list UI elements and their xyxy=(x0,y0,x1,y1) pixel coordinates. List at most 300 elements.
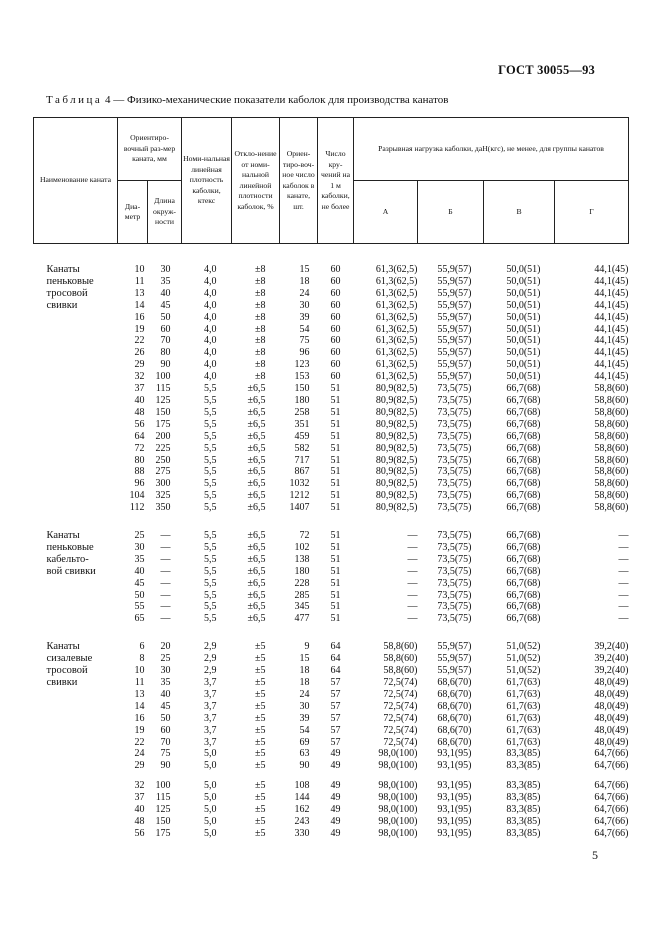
cell-twists: 49 xyxy=(330,804,341,816)
group-spacer xyxy=(34,514,629,530)
cell-length: 150 xyxy=(155,815,171,827)
cell-load-v: 66,7(68) xyxy=(506,553,541,565)
cell-approx-count: 180 xyxy=(294,565,310,577)
cell-load-b: 93,1(95) xyxy=(437,748,472,760)
cell-load-b: 55,9(57) xyxy=(437,665,472,677)
cell-load-a: 72,5(74) xyxy=(383,712,418,724)
cell-load-b: 73,5(75) xyxy=(437,383,472,395)
cell-diameter: 80 xyxy=(134,454,145,466)
cell-load-v: 66,7(68) xyxy=(506,418,541,430)
cell-load-b: 55,9(57) xyxy=(437,371,472,383)
cell-approx-count: 30 xyxy=(299,299,310,311)
cell-twists: 51 xyxy=(330,490,341,502)
cell-deviation: ±5 xyxy=(255,827,266,839)
cell-load-v: 50,0(51) xyxy=(506,287,541,299)
col-header-group-g: Г xyxy=(555,181,629,244)
cell-diameter: 37 xyxy=(134,792,145,804)
cell-diameter: 24 xyxy=(134,748,145,760)
cell-length: 175 xyxy=(155,827,171,839)
cell-load-g: 64,7(66) xyxy=(594,804,629,816)
cell-load-g: 58,8(60) xyxy=(594,490,629,502)
cell-length: — xyxy=(160,613,171,625)
group-name-line: пеньковые xyxy=(46,275,94,287)
cell-load-b: 93,1(95) xyxy=(437,780,472,792)
cell-load-g: — xyxy=(618,577,629,589)
cell-deviation: ±6,5 xyxy=(247,589,266,601)
cell-load-b: 55,9(57) xyxy=(437,359,472,371)
cell-load-b: 73,5(75) xyxy=(437,394,472,406)
cell-approx-count: 138 xyxy=(294,553,310,565)
cell-approx-count: 18 xyxy=(299,275,310,287)
cell-load-b: 73,5(75) xyxy=(437,589,472,601)
group-name-line: сизалевые xyxy=(46,653,93,665)
table-row xyxy=(34,431,629,443)
cell-linear-density: 4,0 xyxy=(204,275,217,287)
cell-linear-density: 5,5 xyxy=(204,613,217,625)
cell-linear-density: 4,0 xyxy=(204,299,217,311)
cell-approx-count: 15 xyxy=(299,264,310,275)
cell-diameter: 6 xyxy=(139,641,145,653)
cell-load-v: 66,7(68) xyxy=(506,406,541,418)
cell-length: 225 xyxy=(155,442,171,454)
cell-load-a: 80,9(82,5) xyxy=(375,418,418,430)
cell-deviation: ±6,5 xyxy=(247,418,266,430)
cell-load-b: 73,5(75) xyxy=(437,454,472,466)
cell-load-v: 83,3(85) xyxy=(506,748,541,760)
cell-twists: 60 xyxy=(330,371,341,383)
col-header-size: Ориентиро-вочный раз-мер каната, мм xyxy=(118,118,182,181)
group-name-line: Канаты xyxy=(46,530,80,542)
cell-load-b: 55,9(57) xyxy=(437,323,472,335)
cell-deviation: ±6,5 xyxy=(247,394,266,406)
cell-linear-density: 4,0 xyxy=(204,347,217,359)
cell-approx-count: 96 xyxy=(299,347,310,359)
cell-load-g: 44,1(45) xyxy=(594,371,629,383)
group-name-empty xyxy=(34,359,118,371)
cell-load-g: 48,0(49) xyxy=(594,688,629,700)
cell-linear-density: 4,0 xyxy=(204,359,217,371)
table-row xyxy=(34,466,629,478)
table-row xyxy=(34,324,629,336)
cell-deviation: ±8 xyxy=(255,371,266,383)
group-name-line: вой свивки xyxy=(46,565,96,577)
cell-length: 30 xyxy=(160,665,171,677)
cell-length: 250 xyxy=(155,454,171,466)
cell-diameter: 29 xyxy=(134,760,145,772)
cell-load-g: 48,0(49) xyxy=(594,724,629,736)
cell-load-a: — xyxy=(407,553,418,565)
col-header-group-a: А xyxy=(354,181,418,244)
cell-deviation: ±8 xyxy=(255,335,266,347)
cell-load-v: 61,7(63) xyxy=(506,736,541,748)
group-name-empty xyxy=(34,737,118,749)
cell-approx-count: 15 xyxy=(299,653,310,665)
cell-diameter: 45 xyxy=(134,577,145,589)
cell-deviation: ±5 xyxy=(255,641,266,653)
cell-linear-density: 5,5 xyxy=(204,406,217,418)
cell-twists: 64 xyxy=(330,665,341,677)
cell-twists: 60 xyxy=(330,264,341,275)
cell-load-v: 66,7(68) xyxy=(506,565,541,577)
cell-linear-density: 5,5 xyxy=(204,565,217,577)
cell-deviation: ±6,5 xyxy=(247,406,266,418)
cell-linear-density: 5,5 xyxy=(204,418,217,430)
cell-diameter: 19 xyxy=(134,724,145,736)
cell-twists: 51 xyxy=(330,577,341,589)
cell-load-v: 83,3(85) xyxy=(506,827,541,839)
cell-load-v: 61,7(63) xyxy=(506,677,541,688)
cell-load-g: 44,1(45) xyxy=(594,264,629,275)
cell-diameter: 56 xyxy=(134,418,145,430)
cell-linear-density: 3,7 xyxy=(204,700,217,712)
cell-length: 50 xyxy=(160,311,171,323)
cell-linear-density: 2,9 xyxy=(204,653,217,665)
cell-diameter: 29 xyxy=(134,359,145,371)
cell-load-b: 68,6(70) xyxy=(437,688,472,700)
cell-load-a: 58,8(60) xyxy=(383,653,418,665)
table-row xyxy=(34,395,629,407)
cell-load-v: 66,7(68) xyxy=(506,502,541,514)
cell-diameter: 64 xyxy=(134,430,145,442)
cell-twists: 51 xyxy=(330,478,341,490)
cell-load-g: 48,0(49) xyxy=(594,700,629,712)
cell-diameter: 48 xyxy=(134,815,145,827)
cell-load-b: 68,6(70) xyxy=(437,700,472,712)
cell-approx-count: 75 xyxy=(299,335,310,347)
group-name-empty xyxy=(34,431,118,443)
group-name-line: свивки xyxy=(46,299,78,311)
group-name xyxy=(34,641,118,689)
cell-load-a: 80,9(82,5) xyxy=(375,442,418,454)
cell-linear-density: 5,5 xyxy=(204,490,217,502)
cell-load-g: — xyxy=(618,601,629,613)
cell-load-a: 80,9(82,5) xyxy=(375,490,418,502)
group-name-empty xyxy=(34,701,118,713)
cell-load-b: 68,6(70) xyxy=(437,724,472,736)
cell-linear-density: 4,0 xyxy=(204,287,217,299)
cell-load-v: 66,7(68) xyxy=(506,466,541,478)
cell-load-b: 93,1(95) xyxy=(437,815,472,827)
cell-deviation: ±5 xyxy=(255,804,266,816)
col-header-load: Разрывная нагрузка каболки, даН(кгс), не менее, для группы канатов xyxy=(354,118,629,181)
cell-twists: 57 xyxy=(330,724,341,736)
cell-load-a: 98,0(100) xyxy=(378,792,418,804)
cell-approx-count: 9 xyxy=(304,641,310,653)
cell-load-b: 73,5(75) xyxy=(437,601,472,613)
cell-deviation: ±5 xyxy=(255,724,266,736)
table-row xyxy=(34,335,629,347)
cell-length: 115 xyxy=(155,792,171,804)
cell-linear-density: 5,0 xyxy=(204,804,217,816)
cell-load-b: 68,6(70) xyxy=(437,677,472,688)
cell-load-b: 73,5(75) xyxy=(437,541,472,553)
page-number: 5 xyxy=(592,848,598,862)
cell-load-b: 93,1(95) xyxy=(437,827,472,839)
cell-length: — xyxy=(160,530,171,542)
cell-twists: 64 xyxy=(330,653,341,665)
cell-twists: 51 xyxy=(330,565,341,577)
caption-label: Таблица xyxy=(46,94,103,106)
cell-linear-density: 4,0 xyxy=(204,264,217,275)
cell-load-b: 68,6(70) xyxy=(437,712,472,724)
cell-load-g: 44,1(45) xyxy=(594,287,629,299)
cell-length: 75 xyxy=(160,748,171,760)
cell-twists: 49 xyxy=(330,748,341,760)
cell-approx-count: 18 xyxy=(299,665,310,677)
cell-linear-density: 5,5 xyxy=(204,530,217,542)
cell-linear-density: 4,0 xyxy=(204,371,217,383)
cell-linear-density: 5,5 xyxy=(204,577,217,589)
cell-load-g: 48,0(49) xyxy=(594,712,629,724)
cell-linear-density: 2,9 xyxy=(204,641,217,653)
table-row xyxy=(34,407,629,419)
group-name-empty xyxy=(34,828,118,840)
cell-length: 40 xyxy=(160,688,171,700)
cell-load-v: 50,0(51) xyxy=(506,299,541,311)
cell-load-g: 44,1(45) xyxy=(594,335,629,347)
table-row xyxy=(34,566,629,578)
cell-load-b: 68,6(70) xyxy=(437,736,472,748)
cell-load-b: 93,1(95) xyxy=(437,792,472,804)
cell-approx-count: 582 xyxy=(294,442,310,454)
cell-load-b: 55,9(57) xyxy=(437,641,472,653)
cell-load-b: 73,5(75) xyxy=(437,502,472,514)
cell-twists: 57 xyxy=(330,712,341,724)
group-name-empty xyxy=(34,713,118,725)
table-row xyxy=(34,828,629,840)
cell-approx-count: 330 xyxy=(294,827,310,839)
cell-load-a: 61,3(62,5) xyxy=(375,287,418,299)
cell-deviation: ±5 xyxy=(255,688,266,700)
cell-length: — xyxy=(160,541,171,553)
cell-load-b: 73,5(75) xyxy=(437,430,472,442)
cell-twists: 60 xyxy=(330,275,341,287)
cell-twists: 60 xyxy=(330,323,341,335)
cell-load-v: 83,3(85) xyxy=(506,760,541,772)
group-name-empty xyxy=(34,478,118,490)
table-row xyxy=(34,737,629,749)
cell-load-b: 55,9(57) xyxy=(437,299,472,311)
group-name-empty xyxy=(34,490,118,502)
cell-load-v: 51,0(52) xyxy=(506,641,541,653)
cell-load-v: 50,0(51) xyxy=(506,347,541,359)
cell-length: 175 xyxy=(155,418,171,430)
cell-diameter: 10 xyxy=(134,665,145,677)
cell-linear-density: 5,5 xyxy=(204,589,217,601)
table-row xyxy=(34,300,629,312)
cell-load-g: 58,8(60) xyxy=(594,442,629,454)
cell-approx-count: 351 xyxy=(294,418,310,430)
cell-length: 325 xyxy=(155,490,171,502)
cell-deviation: ±5 xyxy=(255,653,266,665)
cell-load-g: 44,1(45) xyxy=(594,299,629,311)
group-name-empty xyxy=(34,502,118,514)
cell-deviation: ±6,5 xyxy=(247,430,266,442)
cell-twists: 51 xyxy=(330,466,341,478)
cell-load-a: 61,3(62,5) xyxy=(375,311,418,323)
cell-length: 30 xyxy=(160,264,171,275)
cell-approx-count: 717 xyxy=(294,454,310,466)
table-row xyxy=(34,312,629,324)
table-row xyxy=(34,419,629,431)
cell-diameter: 35 xyxy=(134,553,145,565)
cell-diameter: 14 xyxy=(134,700,145,712)
cell-load-a: 80,9(82,5) xyxy=(375,383,418,395)
cell-load-b: 55,9(57) xyxy=(437,335,472,347)
cell-load-a: 98,0(100) xyxy=(378,748,418,760)
cell-twists: 57 xyxy=(330,700,341,712)
cell-approx-count: 144 xyxy=(294,792,310,804)
cell-deviation: ±5 xyxy=(255,792,266,804)
cell-load-v: 66,7(68) xyxy=(506,383,541,395)
cell-deviation: ±6,5 xyxy=(247,466,266,478)
cell-linear-density: 3,7 xyxy=(204,677,217,688)
table-row xyxy=(34,347,629,359)
cell-deviation: ±8 xyxy=(255,347,266,359)
group-name-empty xyxy=(34,760,118,772)
cell-load-v: 66,7(68) xyxy=(506,601,541,613)
cell-load-v: 66,7(68) xyxy=(506,490,541,502)
cell-load-g: — xyxy=(618,553,629,565)
group-name xyxy=(34,264,118,312)
cell-load-b: 55,9(57) xyxy=(437,347,472,359)
cell-diameter: 32 xyxy=(134,371,145,383)
cell-load-g: 48,0(49) xyxy=(594,736,629,748)
cell-diameter: 10 xyxy=(134,264,145,275)
cell-load-a: — xyxy=(407,565,418,577)
cell-load-g: 58,8(60) xyxy=(594,502,629,514)
group-name-empty xyxy=(34,443,118,455)
cell-load-a: — xyxy=(407,577,418,589)
cell-diameter: 32 xyxy=(134,780,145,792)
cell-load-v: 83,3(85) xyxy=(506,780,541,792)
cell-approx-count: 24 xyxy=(299,688,310,700)
cell-load-g: 64,7(66) xyxy=(594,760,629,772)
cell-linear-density: 4,0 xyxy=(204,311,217,323)
cell-twists: 51 xyxy=(330,383,341,395)
caption-number: 4 xyxy=(105,94,111,106)
cell-approx-count: 867 xyxy=(294,466,310,478)
table-body xyxy=(34,244,629,840)
table-row xyxy=(34,478,629,490)
cell-load-g: 58,8(60) xyxy=(594,418,629,430)
cell-load-g: 58,8(60) xyxy=(594,478,629,490)
table-row xyxy=(34,578,629,590)
cell-load-v: 83,3(85) xyxy=(506,792,541,804)
cell-length: 300 xyxy=(155,478,171,490)
cell-length: 350 xyxy=(155,502,171,514)
group-name-empty xyxy=(34,383,118,395)
cell-load-b: 73,5(75) xyxy=(437,466,472,478)
table-row xyxy=(34,804,629,816)
table-row xyxy=(34,792,629,804)
cell-load-v: 66,7(68) xyxy=(506,577,541,589)
group-name-empty xyxy=(34,780,118,792)
cell-approx-count: 39 xyxy=(299,311,310,323)
cell-load-g: 64,7(66) xyxy=(594,827,629,839)
cell-deviation: ±6,5 xyxy=(247,553,266,565)
group-name-line: свивки xyxy=(46,677,78,688)
cell-diameter: 40 xyxy=(134,804,145,816)
cell-load-v: 61,7(63) xyxy=(506,700,541,712)
cell-length: 115 xyxy=(155,383,171,395)
cell-length: — xyxy=(160,589,171,601)
group-name-empty xyxy=(34,590,118,602)
cell-linear-density: 5,0 xyxy=(204,748,217,760)
cell-length: 70 xyxy=(160,335,171,347)
cell-load-v: 66,7(68) xyxy=(506,394,541,406)
cell-approx-count: 54 xyxy=(299,323,310,335)
cell-load-a: 98,0(100) xyxy=(378,760,418,772)
cell-diameter: 88 xyxy=(134,466,145,478)
cell-approx-count: 63 xyxy=(299,748,310,760)
cell-twists: 51 xyxy=(330,406,341,418)
cell-linear-density: 5,5 xyxy=(204,601,217,613)
col-header-group-b: Б xyxy=(418,181,484,244)
cell-linear-density: 2,9 xyxy=(204,665,217,677)
cell-load-a: 72,5(74) xyxy=(383,700,418,712)
cell-load-g: 48,0(49) xyxy=(594,677,629,688)
cell-load-g: 44,1(45) xyxy=(594,323,629,335)
cell-diameter: 11 xyxy=(134,275,145,287)
cell-load-a: 61,3(62,5) xyxy=(375,359,418,371)
cell-approx-count: 90 xyxy=(299,760,310,772)
cell-approx-count: 108 xyxy=(294,780,310,792)
group-name-line: кабельто- xyxy=(46,553,89,565)
cell-load-v: 50,0(51) xyxy=(506,311,541,323)
cell-load-b: 93,1(95) xyxy=(437,804,472,816)
cell-linear-density: 5,5 xyxy=(204,454,217,466)
cell-length: 100 xyxy=(155,780,171,792)
cell-twists: 51 xyxy=(330,502,341,514)
table-row xyxy=(34,816,629,828)
cell-length: 40 xyxy=(160,287,171,299)
cell-deviation: ±6,5 xyxy=(247,577,266,589)
cell-load-g: 64,7(66) xyxy=(594,780,629,792)
cell-diameter: 30 xyxy=(134,541,145,553)
cell-load-b: 55,9(57) xyxy=(437,653,472,665)
group-name-empty xyxy=(34,407,118,419)
group-name-line: Канаты xyxy=(46,641,80,653)
group-name-empty xyxy=(34,792,118,804)
cell-load-a: — xyxy=(407,541,418,553)
cell-deviation: ±5 xyxy=(255,760,266,772)
cell-load-a: 80,9(82,5) xyxy=(375,466,418,478)
cell-load-v: 66,7(68) xyxy=(506,541,541,553)
cell-load-g: — xyxy=(618,613,629,625)
cell-twists: 51 xyxy=(330,601,341,613)
cell-load-v: 66,7(68) xyxy=(506,613,541,625)
cell-twists: 57 xyxy=(330,688,341,700)
cell-load-g: — xyxy=(618,530,629,542)
cell-approx-count: 243 xyxy=(294,815,310,827)
cell-load-v: 61,7(63) xyxy=(506,688,541,700)
cell-load-a: 61,3(62,5) xyxy=(375,275,418,287)
cell-twists: 64 xyxy=(330,641,341,653)
cell-load-b: 73,5(75) xyxy=(437,553,472,565)
group-name-empty xyxy=(34,601,118,613)
col-header-length: Длина окруж-ности xyxy=(148,181,182,244)
row-spacer xyxy=(34,772,629,780)
cell-load-a: 61,3(62,5) xyxy=(375,347,418,359)
cell-linear-density: 5,5 xyxy=(204,383,217,395)
cell-diameter: 56 xyxy=(134,827,145,839)
cell-load-g: 64,7(66) xyxy=(594,815,629,827)
cell-load-g: 64,7(66) xyxy=(594,792,629,804)
cell-diameter: 11 xyxy=(134,677,145,688)
group-name-empty xyxy=(34,347,118,359)
cell-linear-density: 4,0 xyxy=(204,323,217,335)
